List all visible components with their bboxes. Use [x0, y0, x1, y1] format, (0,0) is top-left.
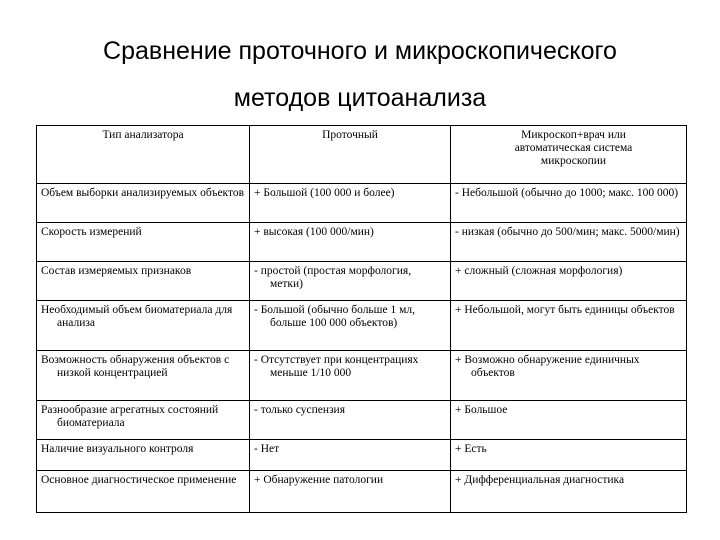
microscope-value: - Небольшой (обычно до 1000; макс. 100 000)	[455, 187, 679, 199]
flow-cell	[250, 301, 451, 351]
microscope-cell	[451, 351, 687, 401]
flow-value: - только суспензия	[254, 404, 345, 416]
flow-cell	[250, 440, 451, 471]
flow-cell	[250, 223, 451, 262]
flow-cell	[250, 184, 451, 223]
row-label-cell	[37, 351, 250, 401]
table-row	[37, 440, 687, 471]
flow-cell	[250, 351, 451, 401]
table-row	[37, 301, 687, 351]
row-label: Разнообразие агрегатных состояний биоматериала	[41, 404, 219, 429]
title-line-1: Сравнение проточного и микроскопического	[103, 37, 617, 65]
row-label-cell	[37, 184, 250, 223]
header-row	[37, 126, 687, 184]
row-label-cell	[37, 223, 250, 262]
microscope-value: + Большое	[455, 404, 508, 416]
microscope-value: + Есть	[455, 443, 487, 455]
row-label: Объем выборки анализируемых объектов	[41, 187, 245, 199]
flow-cell	[250, 262, 451, 301]
table-row	[37, 262, 687, 301]
microscope-value: + сложный (сложная морфология)	[455, 265, 623, 277]
microscope-cell	[451, 301, 687, 351]
table-row	[37, 351, 687, 401]
table-row	[37, 471, 687, 513]
flow-cell	[250, 471, 451, 513]
title-line-2: методов цитоанализа	[233, 84, 487, 112]
row-label: Необходимый объем биоматериала для анализа	[41, 304, 233, 329]
table-row	[37, 223, 687, 262]
microscope-cell	[451, 440, 687, 471]
microscope-cell	[451, 401, 687, 440]
flow-value: + высокая (100 000/мин)	[254, 226, 374, 238]
header-flow: Проточный	[250, 126, 451, 184]
flow-value: - Нет	[254, 443, 280, 455]
microscope-cell	[451, 471, 687, 513]
microscope-cell	[451, 223, 687, 262]
row-label: Состав измеряемых признаков	[41, 265, 192, 277]
row-label-cell	[37, 262, 250, 301]
microscope-value: - низкая (обычно до 500/мин; макс. 5000/мин)	[455, 226, 680, 238]
microscope-value: + Дифференциальная диагностика	[455, 474, 625, 486]
row-label: Основное диагностическое применение	[41, 474, 237, 486]
table-row	[37, 401, 687, 440]
comparison-table	[36, 125, 687, 513]
flow-cell	[250, 401, 451, 440]
row-label-cell	[37, 401, 250, 440]
table-row	[37, 184, 687, 223]
microscope-cell	[451, 262, 687, 301]
flow-value: + Большой (100 000 и более)	[254, 187, 395, 199]
flow-value: - простой (простая морфология, метки)	[254, 265, 412, 290]
header-microscope: Микроскоп+врач или автоматическая система микроскопии	[451, 126, 687, 184]
row-label-cell	[37, 471, 250, 513]
flow-value: + Обнаружение патологии	[254, 474, 384, 486]
flow-value: - Отсутствует при концентрациях меньше 1/10 000	[254, 354, 419, 379]
row-label-cell	[37, 440, 250, 471]
row-label: Наличие визуального контроля	[41, 443, 194, 455]
header-analyzer-type: Тип анализатора	[37, 126, 250, 184]
microscope-value: + Возможно обнаружение единичных объектов	[455, 354, 640, 379]
row-label: Возможность обнаружения объектов с низкой концентрацией	[41, 354, 230, 379]
microscope-cell	[451, 184, 687, 223]
slide-title	[0, 28, 720, 122]
flow-value: - Большой (обычно больше 1 мл, больше 100 000 объектов)	[254, 304, 416, 329]
row-label: Скорость измерений	[41, 226, 142, 238]
row-label-cell	[37, 301, 250, 351]
microscope-value: + Небольшой, могут быть единицы объектов	[455, 304, 675, 316]
